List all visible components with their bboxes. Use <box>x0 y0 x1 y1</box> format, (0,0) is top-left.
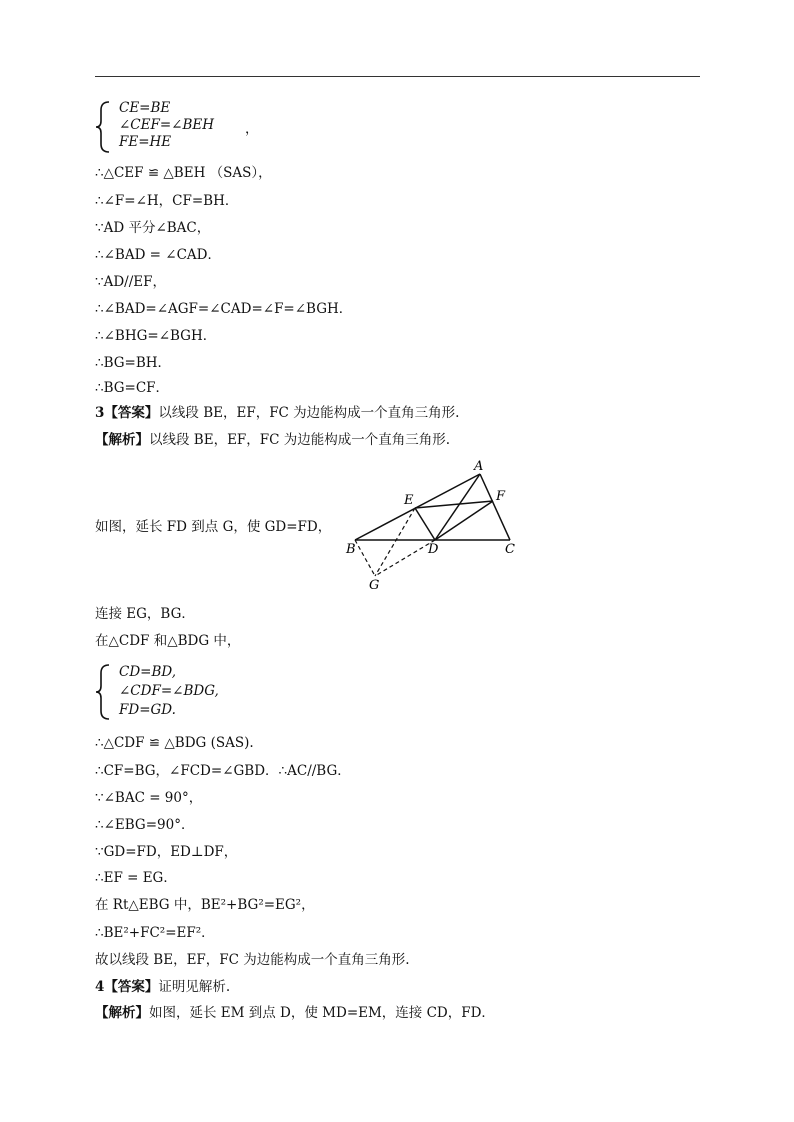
segment-AD <box>435 474 480 540</box>
label-F: F <box>496 489 506 504</box>
q3-figure-text: 如图，延长 FD 到点 G，使 GD=FD， <box>95 519 332 535</box>
q3-connect: 连接 EG，BG． <box>95 606 195 622</box>
analysis-tag: 【解析】 <box>95 432 149 448</box>
answer-tag: 【答案】 <box>104 405 159 421</box>
label-D: D <box>428 542 439 557</box>
proof-line: ∴△CEF ≌ △BEH （SAS）， <box>95 165 272 181</box>
q3-analysis <box>95 431 450 449</box>
proof-line: ∴∠F=∠H，CF=BH． <box>95 193 239 209</box>
sys2-line-3: FD=GD. <box>119 702 176 718</box>
proof-line: ∴BE²+FC²=EF²． <box>95 925 215 941</box>
proof-line: 在 Rt△EBG 中，BE²+BG²=EG²， <box>95 897 315 913</box>
segment-ED <box>415 508 435 540</box>
q4-answer-text: 证明见解析. <box>158 979 231 995</box>
analysis-tag: 【解析】 <box>95 1005 149 1021</box>
segment-BG <box>355 540 375 576</box>
q3-answer-text: 以线段 BE，EF，FC 为边能构成一个直角三角形. <box>158 405 460 421</box>
q3-answer <box>95 404 459 422</box>
sys1-line-2: ∠CEF=∠BEH <box>119 117 215 133</box>
proof-line: ∴∠BAD = ∠CAD． <box>95 247 222 263</box>
sys1-line-1: CE=BE <box>119 100 171 116</box>
sys1-line-3: FE=HE <box>119 134 172 150</box>
header-rule <box>95 76 700 77</box>
q4-number: 4 <box>95 979 105 995</box>
label-B: B <box>346 542 356 557</box>
label-A: A <box>474 459 484 474</box>
proof-line: ∵∠BAC = 90°， <box>95 790 203 806</box>
left-brace-icon <box>95 663 115 721</box>
left-brace-icon <box>95 100 115 154</box>
q4-analysis <box>95 1004 495 1022</box>
proof-line: 故以线段 BE，EF，FC 为边能构成一个直角三角形. <box>95 952 410 968</box>
q3-number: 3 <box>95 405 105 421</box>
proof-line: ∴CF=BG，∠FCD=∠GBD．∴AC//BG． <box>95 763 351 779</box>
proof-line: ∴△CDF ≌ △BDG (SAS). <box>95 735 254 751</box>
segment-DF <box>435 501 493 540</box>
proof-line: ∴∠BAD=∠AGF=∠CAD=∠F=∠BGH． <box>95 301 353 317</box>
q4-answer <box>95 978 230 996</box>
q4-analysis-text: 如图，延长 EM 到点 D，使 MD=EM，连接 CD，FD． <box>149 1005 495 1021</box>
segment-DG <box>375 540 435 576</box>
sys1-tail: ， <box>245 121 259 137</box>
proof-line: ∵GD=FD，ED⊥DF， <box>95 844 238 860</box>
q3-in-triangles: 在△CDF 和△BDG 中， <box>95 633 241 649</box>
label-E: E <box>404 493 414 508</box>
proof-line: ∴∠BHG=∠BGH． <box>95 328 217 344</box>
geometry-figure <box>340 456 530 592</box>
segment-BA <box>355 474 480 540</box>
q3-analysis-text: 以线段 BE，EF，FC 为边能构成一个直角三角形. <box>149 432 451 448</box>
label-G: G <box>369 578 380 592</box>
sys2-line-1: CD=BD, <box>119 664 177 680</box>
proof-line: ∴BG=CF． <box>95 380 170 396</box>
answer-tag: 【答案】 <box>104 979 159 995</box>
sys2-line-2: ∠CDF=∠BDG, <box>119 683 219 699</box>
proof-line: ∴BG=BH． <box>95 355 172 371</box>
proof-line: ∵AD 平分∠BAC， <box>95 220 211 236</box>
proof-line: ∴EF = EG． <box>95 870 177 886</box>
proof-line: ∵AD//EF， <box>95 274 166 290</box>
label-C: C <box>505 542 515 557</box>
proof-line: ∴∠EBG=90°． <box>95 817 195 833</box>
